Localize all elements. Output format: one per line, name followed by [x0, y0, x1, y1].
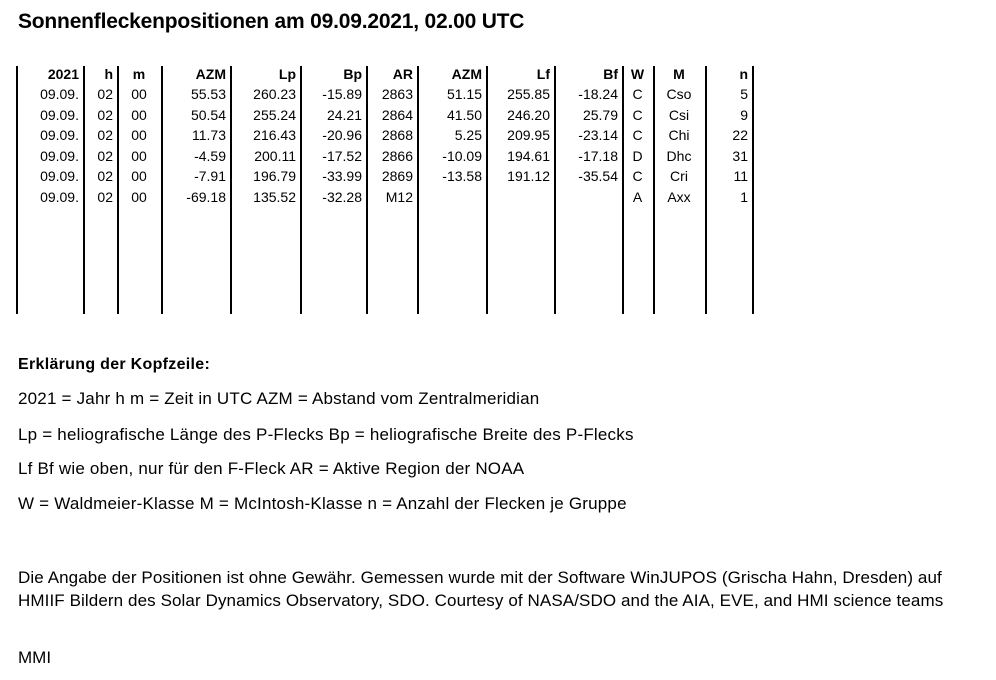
table-cell-azm-p: -7.91 — [194, 168, 226, 184]
table-cell-waldmeier: C — [632, 106, 643, 123]
table-cell-lf: 255.85 — [507, 86, 550, 102]
table-header-bp: Bp — [343, 66, 362, 82]
table-cell-mcintosh: Cri — [670, 168, 688, 184]
table-cell-minute: 00 — [131, 86, 147, 102]
table-cell-azm-p: 50.54 — [190, 106, 226, 123]
table-cell-mcintosh: Dhc — [666, 147, 692, 164]
table-cell-count: 1 — [740, 188, 748, 205]
table-cell-bp: -15.89 — [322, 86, 362, 102]
table-cell-azm-p: 11.73 — [192, 127, 226, 143]
table-cell-count: 11 — [733, 168, 748, 184]
table-cell-count: 9 — [740, 106, 748, 123]
table-cell-azm-p: 55.53 — [190, 86, 226, 102]
table-cell-ar: M12 — [385, 188, 413, 205]
table-cell-ar: 2864 — [381, 106, 413, 123]
table-cell-lf: 194.61 — [507, 147, 550, 164]
table-cell-ar: 2866 — [381, 147, 413, 164]
disclaimer-note: Die Angabe der Positionen ist ohne Gewähr. Gemessen wurde mit der Software WinJUPOS (Grischa Hahn, Dresden) auf HMIIF Bildern des Solar Dynamics Observatory, SDO. Courtesy of NASA/SDO and the AIA, EVE, and HMI science teams — [18, 568, 944, 610]
table-cell-ar: 2863 — [381, 86, 413, 102]
table-cell-hour: 02 — [97, 168, 113, 184]
table-cell-azm-f: 51.15 — [446, 86, 482, 102]
table-cell-minute: 00 — [131, 147, 147, 164]
table-cell-bp: -17.52 — [322, 147, 362, 164]
table-header-year: 2021 — [47, 66, 79, 82]
table-header-bf: Bf — [603, 66, 618, 82]
table-cell-azm-f: 5.25 — [454, 127, 482, 143]
table-cell-year: 09.09. — [40, 127, 79, 143]
table-cell-lf: 191.12 — [507, 168, 550, 184]
table-cell-bp: -33.99 — [322, 168, 362, 184]
table-cell-mcintosh: Chi — [668, 127, 690, 143]
table-header-hour: h — [104, 66, 113, 82]
table-header-lp: Lp — [278, 66, 296, 82]
table-cell-azm-f: -13.58 — [442, 168, 482, 184]
table-cell-azm-p: -69.18 — [186, 188, 226, 205]
signature: MMI — [18, 648, 52, 667]
table-cell-waldmeier: A — [632, 188, 643, 205]
table-header-waldmeier: W — [630, 66, 645, 82]
table-header-lf: Lf — [536, 66, 550, 82]
table-cell-waldmeier: C — [632, 127, 643, 143]
table-column-divider — [752, 66, 754, 314]
table-cell-lp: 135.52 — [253, 188, 296, 205]
table-cell-minute: 00 — [131, 127, 147, 143]
explanation-line-2: Lp = heliografische Länge des P-Flecks Bp = heliografische Breite des P-Flecks — [18, 425, 634, 444]
table-cell-bf: -17.18 — [578, 147, 618, 164]
table-cell-lp: 200.11 — [254, 147, 296, 164]
table-cell-azm-p: -4.59 — [194, 147, 226, 164]
table-header-count: n — [739, 66, 748, 82]
table-cell-ar: 2869 — [381, 168, 413, 184]
table-cell-mcintosh: Csi — [668, 106, 690, 123]
table-cell-lp: 196.79 — [253, 168, 296, 184]
table-cell-lf: 246.20 — [507, 106, 550, 123]
table-header-azm-f: AZM — [451, 66, 482, 82]
table-cell-lp: 260.23 — [253, 86, 296, 102]
table-cell-count: 31 — [732, 147, 748, 164]
table-cell-lf: 209.95 — [507, 127, 550, 143]
table-cell-minute: 00 — [131, 168, 147, 184]
table-cell-ar: 2868 — [381, 127, 413, 143]
page-title: Sonnenfleckenpositionen am 09.09.2021, 02.00 UTC — [18, 10, 525, 33]
table-cell-hour: 02 — [97, 147, 113, 164]
table-header-ar: AR — [392, 66, 413, 82]
table-header-mcintosh: M — [673, 66, 685, 82]
table-cell-bf: -23.14 — [578, 127, 618, 143]
table-cell-count: 22 — [732, 127, 748, 143]
table-cell-count: 5 — [740, 86, 748, 102]
table-cell-mcintosh: Axx — [667, 188, 691, 205]
table-cell-bp: 24.21 — [326, 106, 362, 123]
table-cell-hour: 02 — [97, 127, 113, 143]
table-cell-minute: 00 — [131, 106, 147, 123]
table-cell-year: 09.09. — [40, 147, 79, 164]
table-cell-bf: 25.79 — [582, 106, 618, 123]
table-cell-year: 09.09. — [40, 86, 79, 102]
table-cell-bf: -35.54 — [578, 168, 618, 184]
table-cell-hour: 02 — [97, 86, 113, 102]
table-cell-bf: -18.24 — [578, 86, 618, 102]
explanation-line-1: 2021 = Jahr h m = Zeit in UTC AZM = Abstand vom Zentralmeridian — [18, 389, 540, 408]
table-cell-mcintosh: Cso — [666, 86, 692, 102]
table-cell-waldmeier: D — [632, 147, 643, 164]
table-cell-hour: 02 — [97, 106, 113, 123]
table-header-azm-p: AZM — [195, 66, 226, 82]
explanation-line-3: Lf Bf wie oben, nur für den F-Fleck AR = Aktive Region der NOAA — [18, 459, 525, 478]
table-cell-bp: -20.96 — [322, 127, 362, 143]
sunspot-table — [16, 64, 756, 316]
table-cell-year: 09.09. — [40, 106, 79, 123]
table-cell-azm-f: -10.09 — [442, 147, 482, 164]
explanation-line-4: W = Waldmeier-Klasse M = McIntosh-Klasse n = Anzahl der Flecken je Gruppe — [18, 494, 627, 513]
table-cell-minute: 00 — [131, 188, 147, 205]
table-cell-azm-f: 41.50 — [446, 106, 482, 123]
table-cell-hour: 02 — [97, 188, 113, 205]
explanation-heading: Erklärung der Kopfzeile: — [18, 356, 211, 373]
table-cell-year: 09.09. — [40, 168, 79, 184]
table-cell-year: 09.09. — [40, 188, 79, 205]
table-header-minute: m — [132, 66, 146, 82]
table-cell-waldmeier: C — [632, 86, 643, 102]
table-cell-bp: -32.28 — [322, 188, 362, 205]
table-cell-lp: 216.43 — [253, 127, 296, 143]
table-cell-lp: 255.24 — [253, 106, 296, 123]
table-cell-waldmeier: C — [632, 168, 643, 184]
